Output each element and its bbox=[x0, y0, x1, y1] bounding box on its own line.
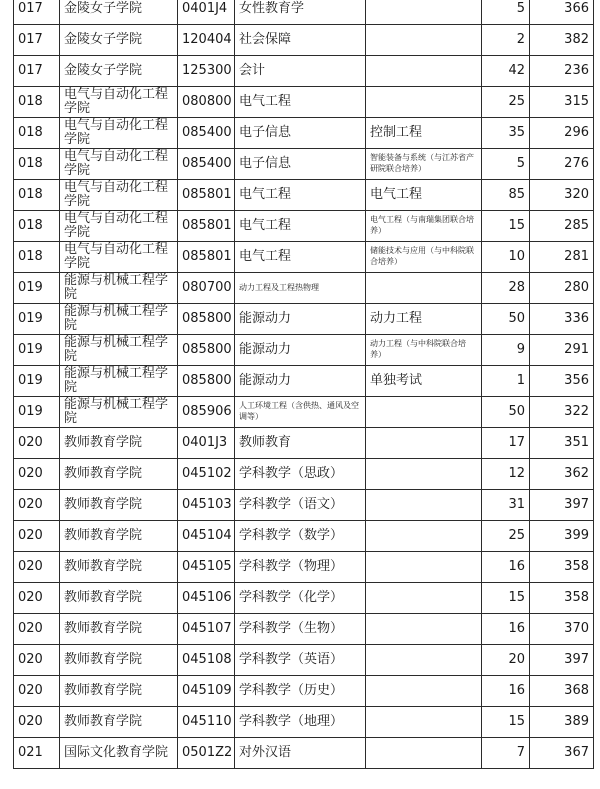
research-direction-cell bbox=[366, 0, 482, 25]
minimum-score-cell: 236 bbox=[530, 56, 594, 87]
enrollment-quota-cell: 16 bbox=[482, 552, 530, 583]
college-code-cell: 020 bbox=[14, 707, 60, 738]
major-name-cell: 能源动力 bbox=[235, 366, 366, 397]
table-row bbox=[14, 87, 594, 118]
enrollment-quota-cell: 7 bbox=[482, 738, 530, 769]
table-row bbox=[14, 614, 594, 645]
enrollment-quota-cell: 50 bbox=[482, 304, 530, 335]
research-direction-cell: 控制工程 bbox=[366, 118, 482, 149]
table-row bbox=[14, 397, 594, 428]
table-row bbox=[14, 459, 594, 490]
major-code-cell: 0401J4 bbox=[178, 0, 235, 25]
college-name-cell: 教师教育学院 bbox=[60, 428, 178, 459]
enrollment-quota-cell: 28 bbox=[482, 273, 530, 304]
minimum-score-cell: 389 bbox=[530, 707, 594, 738]
minimum-score-cell: 397 bbox=[530, 490, 594, 521]
major-code-cell: 045103 bbox=[178, 490, 235, 521]
major-code-cell: 085400 bbox=[178, 149, 235, 180]
major-name-cell: 会计 bbox=[235, 56, 366, 87]
college-code-cell: 018 bbox=[14, 87, 60, 118]
major-name-cell: 动力工程及工程热物理 bbox=[235, 273, 366, 304]
research-direction-cell bbox=[366, 676, 482, 707]
enrollment-quota-cell: 15 bbox=[482, 707, 530, 738]
college-name-cell: 能源与机械工程学院 bbox=[60, 304, 178, 335]
college-name-cell: 金陵女子学院 bbox=[60, 56, 178, 87]
college-name-cell: 金陵女子学院 bbox=[60, 0, 178, 25]
college-name-cell: 能源与机械工程学院 bbox=[60, 366, 178, 397]
college-code-cell: 017 bbox=[14, 0, 60, 25]
enrollment-quota-cell: 5 bbox=[482, 0, 530, 25]
major-code-cell: 120404 bbox=[178, 25, 235, 56]
table-row bbox=[14, 490, 594, 521]
table-row bbox=[14, 335, 594, 366]
research-direction-cell: 储能技术与应用（与中科院联合培养） bbox=[366, 242, 482, 273]
major-name-cell: 电子信息 bbox=[235, 149, 366, 180]
major-code-cell: 0401J3 bbox=[178, 428, 235, 459]
minimum-score-cell: 367 bbox=[530, 738, 594, 769]
table-body bbox=[14, 0, 594, 769]
enrollment-quota-cell: 42 bbox=[482, 56, 530, 87]
college-code-cell: 018 bbox=[14, 242, 60, 273]
research-direction-cell bbox=[366, 645, 482, 676]
major-code-cell: 045102 bbox=[178, 459, 235, 490]
major-name-cell: 电气工程 bbox=[235, 87, 366, 118]
college-name-cell: 电气与自动化工程学院 bbox=[60, 149, 178, 180]
college-name-cell: 电气与自动化工程学院 bbox=[60, 87, 178, 118]
enrollment-quota-cell: 16 bbox=[482, 614, 530, 645]
college-code-cell: 020 bbox=[14, 614, 60, 645]
college-code-cell: 020 bbox=[14, 552, 60, 583]
minimum-score-cell: 322 bbox=[530, 397, 594, 428]
major-code-cell: 0501Z2 bbox=[178, 738, 235, 769]
enrollment-quota-cell: 31 bbox=[482, 490, 530, 521]
major-code-cell: 080800 bbox=[178, 87, 235, 118]
research-direction-cell bbox=[366, 87, 482, 118]
minimum-score-cell: 320 bbox=[530, 180, 594, 211]
enrollment-quota-cell: 15 bbox=[482, 211, 530, 242]
research-direction-cell bbox=[366, 738, 482, 769]
major-code-cell: 045107 bbox=[178, 614, 235, 645]
enrollment-quota-cell: 16 bbox=[482, 676, 530, 707]
college-code-cell: 017 bbox=[14, 25, 60, 56]
minimum-score-cell: 276 bbox=[530, 149, 594, 180]
major-code-cell: 125300 bbox=[178, 56, 235, 87]
enrollment-quota-cell: 85 bbox=[482, 180, 530, 211]
college-name-cell: 教师教育学院 bbox=[60, 676, 178, 707]
research-direction-cell bbox=[366, 583, 482, 614]
college-code-cell: 018 bbox=[14, 118, 60, 149]
major-code-cell: 045110 bbox=[178, 707, 235, 738]
table-row bbox=[14, 211, 594, 242]
research-direction-cell bbox=[366, 490, 482, 521]
minimum-score-cell: 285 bbox=[530, 211, 594, 242]
college-code-cell: 020 bbox=[14, 428, 60, 459]
enrollment-quota-cell: 2 bbox=[482, 25, 530, 56]
minimum-score-cell: 280 bbox=[530, 273, 594, 304]
college-code-cell: 020 bbox=[14, 521, 60, 552]
enrollment-quota-cell: 20 bbox=[482, 645, 530, 676]
college-name-cell: 电气与自动化工程学院 bbox=[60, 118, 178, 149]
table-row bbox=[14, 118, 594, 149]
major-name-cell: 人工环境工程（含供热、通风及空调等） bbox=[235, 397, 366, 428]
college-name-cell: 教师教育学院 bbox=[60, 707, 178, 738]
college-name-cell: 教师教育学院 bbox=[60, 521, 178, 552]
table-row bbox=[14, 25, 594, 56]
minimum-score-cell: 382 bbox=[530, 25, 594, 56]
minimum-score-cell: 336 bbox=[530, 304, 594, 335]
college-code-cell: 020 bbox=[14, 490, 60, 521]
major-name-cell: 对外汉语 bbox=[235, 738, 366, 769]
research-direction-cell bbox=[366, 614, 482, 645]
research-direction-cell: 电气工程 bbox=[366, 180, 482, 211]
college-code-cell: 018 bbox=[14, 180, 60, 211]
table-row bbox=[14, 273, 594, 304]
major-code-cell: 045108 bbox=[178, 645, 235, 676]
table-row bbox=[14, 242, 594, 273]
college-name-cell: 教师教育学院 bbox=[60, 645, 178, 676]
college-name-cell: 能源与机械工程学院 bbox=[60, 273, 178, 304]
major-code-cell: 085801 bbox=[178, 180, 235, 211]
minimum-score-cell: 366 bbox=[530, 0, 594, 25]
college-name-cell: 国际文化教育学院 bbox=[60, 738, 178, 769]
major-code-cell: 045104 bbox=[178, 521, 235, 552]
major-code-cell: 080700 bbox=[178, 273, 235, 304]
research-direction-cell: 单独考试 bbox=[366, 366, 482, 397]
major-name-cell: 能源动力 bbox=[235, 335, 366, 366]
major-name-cell: 学科教学（物理） bbox=[235, 552, 366, 583]
research-direction-cell bbox=[366, 552, 482, 583]
research-direction-cell: 电气工程（与南瑞集团联合培养） bbox=[366, 211, 482, 242]
table-row bbox=[14, 583, 594, 614]
major-name-cell: 女性教育学 bbox=[235, 0, 366, 25]
enrollment-quota-cell: 17 bbox=[482, 428, 530, 459]
major-name-cell: 电子信息 bbox=[235, 118, 366, 149]
minimum-score-cell: 351 bbox=[530, 428, 594, 459]
college-name-cell: 教师教育学院 bbox=[60, 459, 178, 490]
table-row bbox=[14, 149, 594, 180]
college-name-cell: 电气与自动化工程学院 bbox=[60, 211, 178, 242]
enrollment-quota-cell: 15 bbox=[482, 583, 530, 614]
major-name-cell: 学科教学（化学） bbox=[235, 583, 366, 614]
major-code-cell: 085800 bbox=[178, 304, 235, 335]
enrollment-quota-cell: 25 bbox=[482, 87, 530, 118]
research-direction-cell: 动力工程 bbox=[366, 304, 482, 335]
college-code-cell: 020 bbox=[14, 645, 60, 676]
minimum-score-cell: 358 bbox=[530, 552, 594, 583]
table-row bbox=[14, 645, 594, 676]
college-code-cell: 019 bbox=[14, 366, 60, 397]
table-row bbox=[14, 552, 594, 583]
research-direction-cell bbox=[366, 56, 482, 87]
minimum-score-cell: 315 bbox=[530, 87, 594, 118]
enrollment-quota-cell: 25 bbox=[482, 521, 530, 552]
research-direction-cell: 动力工程（与中科院联合培养） bbox=[366, 335, 482, 366]
table-row bbox=[14, 707, 594, 738]
major-name-cell: 学科教学（地理） bbox=[235, 707, 366, 738]
research-direction-cell bbox=[366, 459, 482, 490]
major-code-cell: 085801 bbox=[178, 211, 235, 242]
major-code-cell: 085801 bbox=[178, 242, 235, 273]
minimum-score-cell: 296 bbox=[530, 118, 594, 149]
major-name-cell: 学科教学（语文） bbox=[235, 490, 366, 521]
college-code-cell: 020 bbox=[14, 459, 60, 490]
college-code-cell: 018 bbox=[14, 211, 60, 242]
table-row bbox=[14, 428, 594, 459]
minimum-score-cell: 362 bbox=[530, 459, 594, 490]
enrollment-quota-cell: 35 bbox=[482, 118, 530, 149]
major-code-cell: 085400 bbox=[178, 118, 235, 149]
major-code-cell: 085906 bbox=[178, 397, 235, 428]
enrollment-quota-cell: 10 bbox=[482, 242, 530, 273]
major-name-cell: 学科教学（思政） bbox=[235, 459, 366, 490]
major-code-cell: 045109 bbox=[178, 676, 235, 707]
table-row bbox=[14, 304, 594, 335]
college-code-cell: 019 bbox=[14, 397, 60, 428]
enrollment-quota-cell: 12 bbox=[482, 459, 530, 490]
minimum-score-cell: 368 bbox=[530, 676, 594, 707]
major-name-cell: 社会保障 bbox=[235, 25, 366, 56]
table-row bbox=[14, 366, 594, 397]
college-name-cell: 电气与自动化工程学院 bbox=[60, 180, 178, 211]
major-name-cell: 电气工程 bbox=[235, 180, 366, 211]
college-code-cell: 017 bbox=[14, 56, 60, 87]
college-name-cell: 教师教育学院 bbox=[60, 614, 178, 645]
major-name-cell: 学科教学（历史） bbox=[235, 676, 366, 707]
table-row bbox=[14, 180, 594, 211]
enrollment-quota-cell: 9 bbox=[482, 335, 530, 366]
minimum-score-cell: 356 bbox=[530, 366, 594, 397]
major-code-cell: 045106 bbox=[178, 583, 235, 614]
college-code-cell: 021 bbox=[14, 738, 60, 769]
college-name-cell: 电气与自动化工程学院 bbox=[60, 242, 178, 273]
major-code-cell: 085800 bbox=[178, 335, 235, 366]
admission-score-table bbox=[13, 0, 594, 769]
major-name-cell: 学科教学（数学） bbox=[235, 521, 366, 552]
college-name-cell: 教师教育学院 bbox=[60, 490, 178, 521]
research-direction-cell: 智能装备与系统（与江苏省产研院联合培养） bbox=[366, 149, 482, 180]
college-code-cell: 020 bbox=[14, 583, 60, 614]
college-name-cell: 能源与机械工程学院 bbox=[60, 397, 178, 428]
enrollment-quota-cell: 50 bbox=[482, 397, 530, 428]
minimum-score-cell: 358 bbox=[530, 583, 594, 614]
research-direction-cell bbox=[366, 25, 482, 56]
research-direction-cell bbox=[366, 428, 482, 459]
minimum-score-cell: 397 bbox=[530, 645, 594, 676]
major-code-cell: 045105 bbox=[178, 552, 235, 583]
major-code-cell: 085800 bbox=[178, 366, 235, 397]
minimum-score-cell: 281 bbox=[530, 242, 594, 273]
major-name-cell: 教师教育 bbox=[235, 428, 366, 459]
enrollment-quota-cell: 5 bbox=[482, 149, 530, 180]
table-row bbox=[14, 56, 594, 87]
research-direction-cell bbox=[366, 397, 482, 428]
minimum-score-cell: 370 bbox=[530, 614, 594, 645]
college-name-cell: 能源与机械工程学院 bbox=[60, 335, 178, 366]
table-row bbox=[14, 0, 594, 25]
major-name-cell: 学科教学（生物） bbox=[235, 614, 366, 645]
college-code-cell: 018 bbox=[14, 149, 60, 180]
minimum-score-cell: 291 bbox=[530, 335, 594, 366]
college-code-cell: 020 bbox=[14, 676, 60, 707]
major-name-cell: 电气工程 bbox=[235, 211, 366, 242]
research-direction-cell bbox=[366, 273, 482, 304]
major-name-cell: 能源动力 bbox=[235, 304, 366, 335]
college-code-cell: 019 bbox=[14, 304, 60, 335]
minimum-score-cell: 399 bbox=[530, 521, 594, 552]
table-row bbox=[14, 676, 594, 707]
table-row bbox=[14, 738, 594, 769]
major-name-cell: 学科教学（英语） bbox=[235, 645, 366, 676]
research-direction-cell bbox=[366, 707, 482, 738]
enrollment-quota-cell: 1 bbox=[482, 366, 530, 397]
table-row bbox=[14, 521, 594, 552]
college-name-cell: 教师教育学院 bbox=[60, 552, 178, 583]
college-code-cell: 019 bbox=[14, 335, 60, 366]
college-name-cell: 金陵女子学院 bbox=[60, 25, 178, 56]
college-name-cell: 教师教育学院 bbox=[60, 583, 178, 614]
college-code-cell: 019 bbox=[14, 273, 60, 304]
research-direction-cell bbox=[366, 521, 482, 552]
major-name-cell: 电气工程 bbox=[235, 242, 366, 273]
